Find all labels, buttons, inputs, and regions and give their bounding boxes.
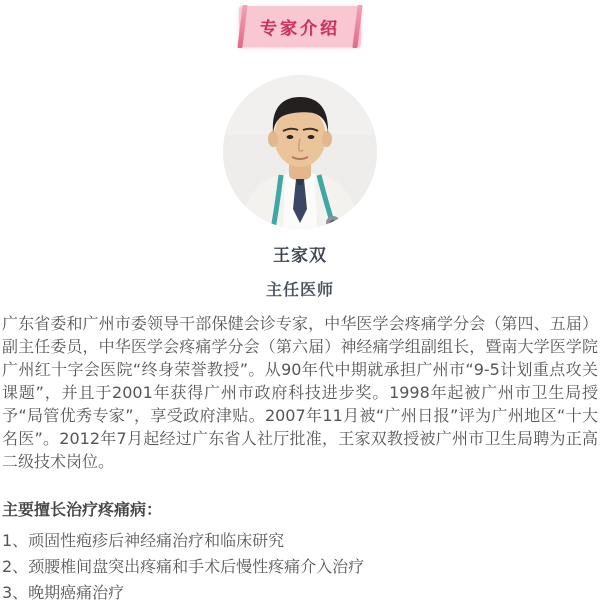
- doctor-portrait-illustration: [223, 75, 377, 229]
- doctor-name: 王家双: [273, 246, 327, 266]
- header: [0, 0, 600, 47]
- specialty-item: 1、顽固性疱疹后神经痛治疗和临床研究: [2, 531, 285, 550]
- specialty-item: 2、颈腰椎间盘突出疼痛和手术后慢性疼痛介入治疗: [2, 557, 365, 576]
- badge-right-edge-decoration: [352, 5, 362, 48]
- specialty-item: 3、晚期癌痛治疗: [2, 583, 125, 602]
- section-title: 专家介绍: [260, 19, 340, 39]
- doctor-bio: 广东省委和广州市委领导干部保健会诊专家，中华医学会疼痛学分会（第四、五届）副主任委员，中华医学会疼痛学分会（第六届）神经痛学组副组长，暨南大学医学院广州红十字会医院“终身荣誉教授”。从90年代中期就承担广州市“9-5计划重点攻关课题”，并且于2001年获得广州市政府科技进步奖。1998年起被广州市卫生局授予“局管优秀专家”，享受政府津贴。2007年11月被“广州日报”评为广州地区“十大名医”。2012年7月起经过广东省人社厅批准，王家双教授被广州市卫生局聘为正高二级技术岗位。: [2, 314, 598, 471]
- doctor-title: 主任医师: [265, 280, 334, 299]
- specialties-list: [0, 528, 600, 606]
- section-title-badge: [239, 6, 361, 47]
- specialties-heading: 主要擅长治疗疼痛病：: [2, 500, 163, 519]
- photo-container: [0, 75, 600, 229]
- badge-left-edge-decoration: [237, 5, 247, 48]
- doctor-photo: [223, 75, 377, 229]
